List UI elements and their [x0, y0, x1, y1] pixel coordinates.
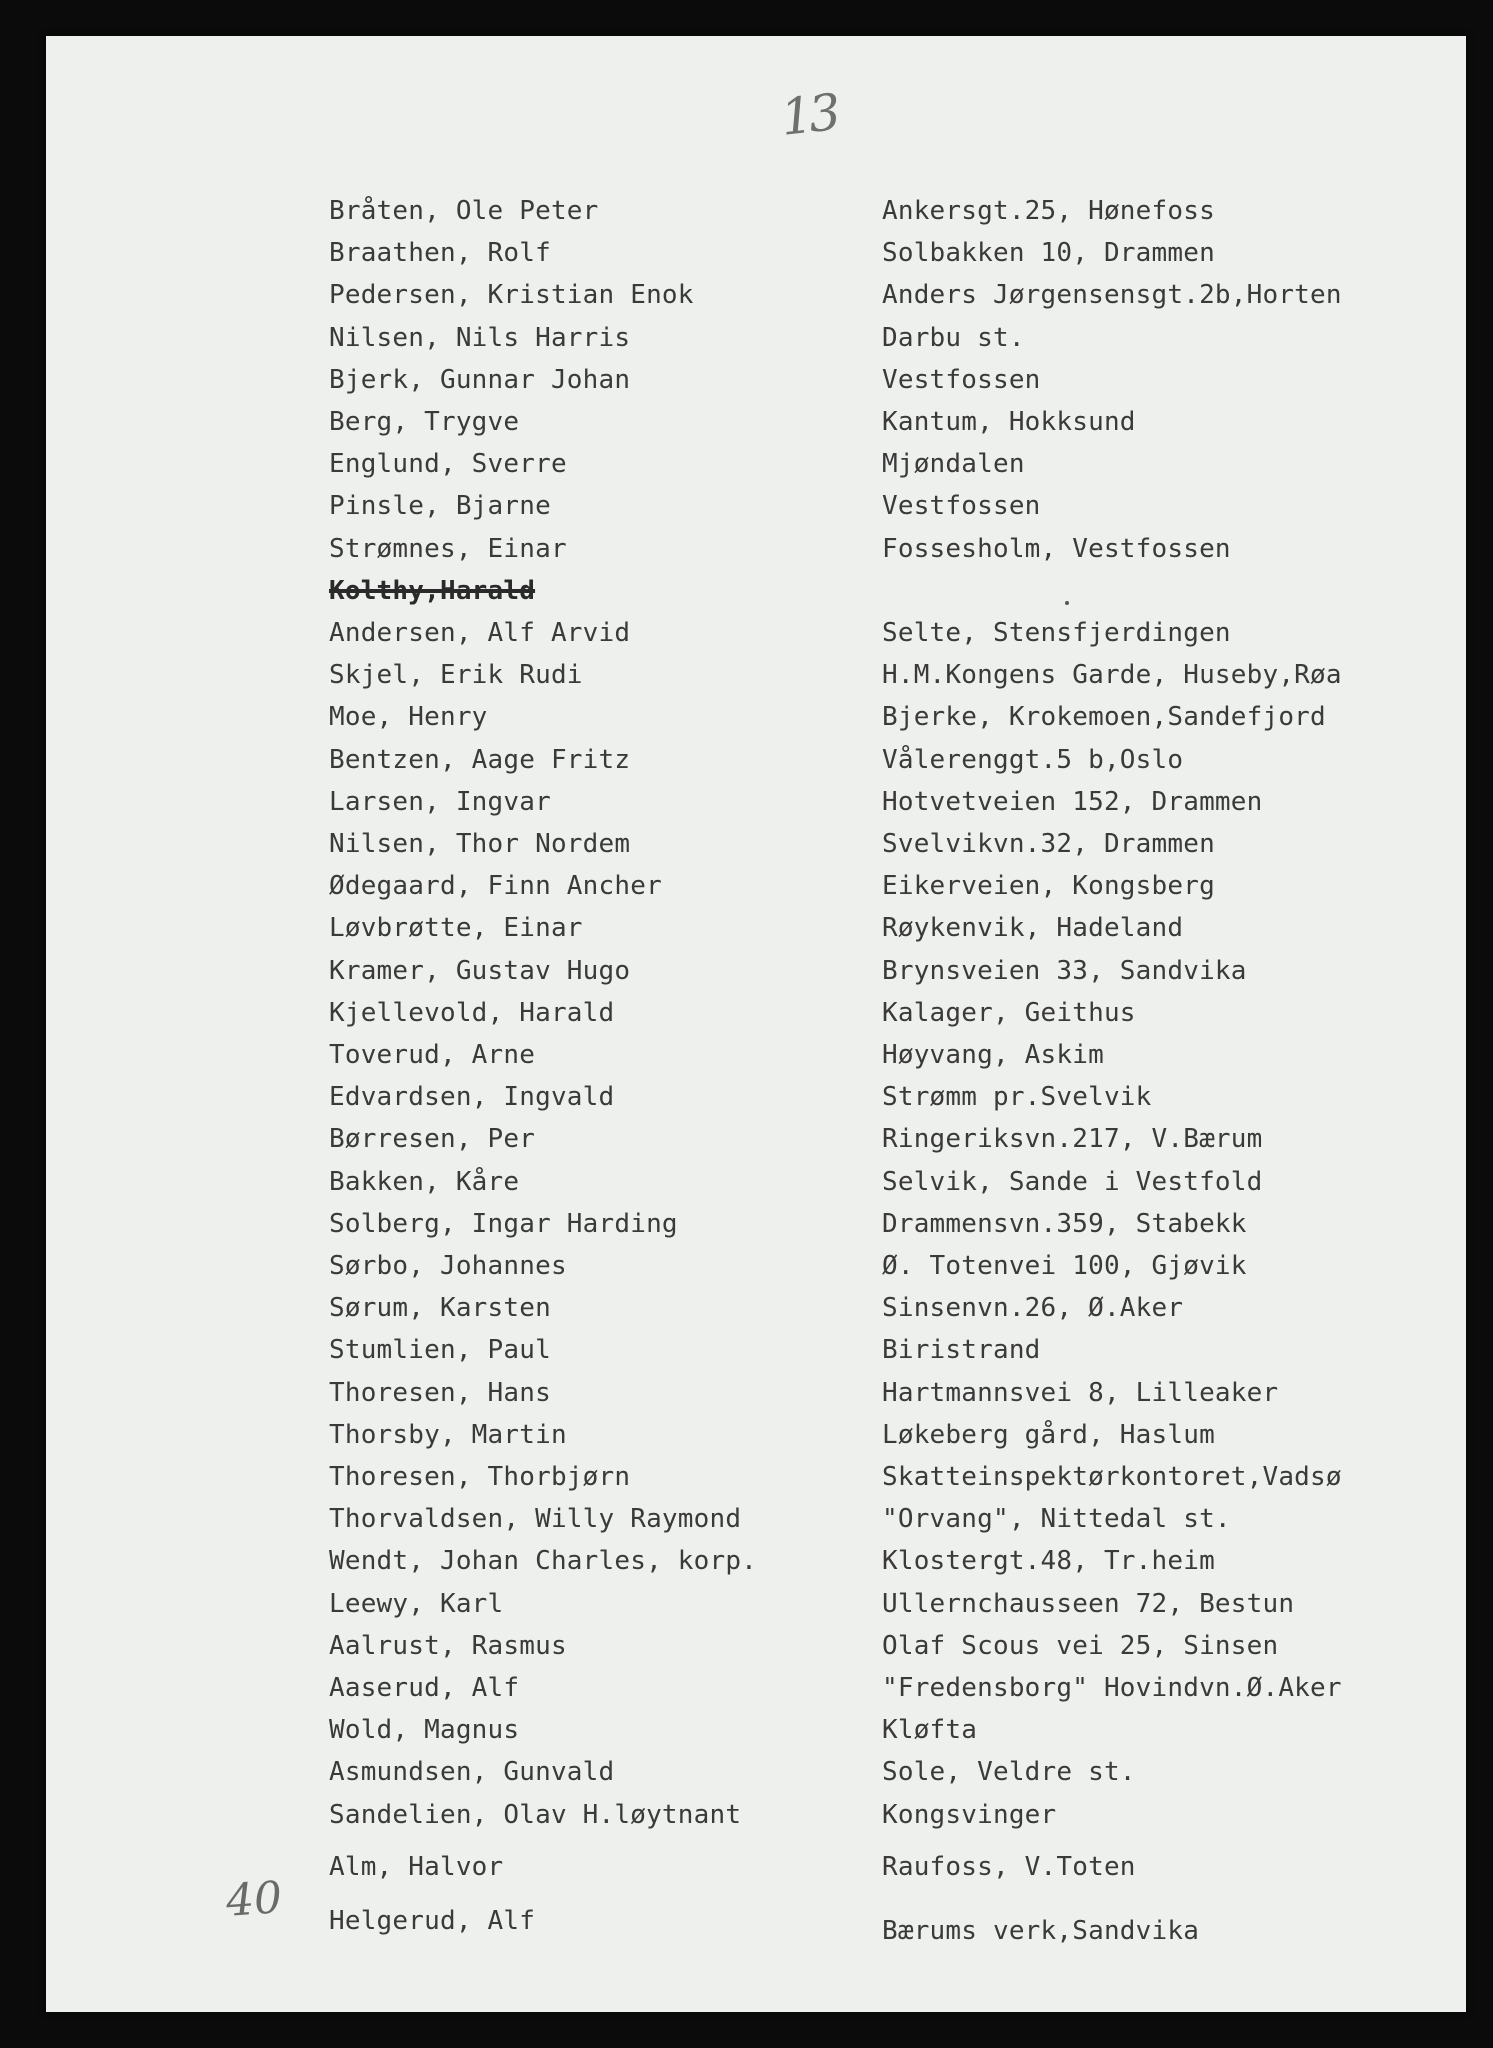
person-name: Berg, Trygve: [329, 407, 520, 437]
person-address: Biristrand: [882, 1335, 1041, 1366]
list-item: [46, 1715, 1466, 1757]
person-address: Klostergt.48, Tr.heim: [882, 1546, 1215, 1577]
person-name: Bakken, Kåre: [329, 1166, 520, 1197]
person-name: Bentzen, Aage Fritz: [329, 744, 631, 775]
person-address: "Orvang", Nittedal st.: [882, 1504, 1231, 1535]
list-item: [46, 534, 1466, 576]
person-address: "Fredensborg" Hovindvn.Ø.Aker: [882, 1673, 1342, 1703]
list-item: [46, 280, 1466, 322]
list-item: [46, 323, 1466, 365]
person-address: Hotvetveien 152, Drammen: [882, 786, 1263, 817]
name-address-list: [46, 36, 1466, 2012]
person-name: Alm, Halvor: [329, 1851, 504, 1882]
list-item: [46, 1378, 1466, 1420]
person-address: Kløfta: [882, 1715, 978, 1746]
list-item: [46, 1209, 1466, 1251]
person-name: Thoresen, Thorbjørn: [329, 1462, 631, 1492]
list-item: [46, 745, 1466, 787]
person-name: Nilsen, Thor Nordem: [329, 829, 631, 859]
person-name: Moe, Henry: [329, 702, 488, 733]
person-name: Sørum, Karsten: [329, 1293, 551, 1324]
person-name: Helgerud, Alf: [329, 1906, 536, 1936]
list-item: [46, 1589, 1466, 1631]
list-item: [46, 1673, 1466, 1715]
list-item: [46, 1800, 1466, 1842]
person-address: Ø. Totenvei 100, Gjøvik: [882, 1251, 1247, 1281]
list-item: [46, 1757, 1466, 1799]
person-name: Wold, Magnus: [329, 1715, 520, 1746]
person-address: Darbu st.: [882, 322, 1025, 353]
list-item: [46, 576, 1466, 618]
person-address: Vestfossen: [882, 364, 1041, 395]
person-name: Strømnes, Einar: [329, 533, 567, 564]
list-item: [46, 871, 1466, 913]
person-name: Wendt, Johan Charles, korp.: [329, 1546, 758, 1577]
list-item: [46, 1335, 1466, 1377]
list-item: [46, 196, 1466, 238]
handwritten-margin-count: 40: [224, 1872, 284, 1927]
person-name: Sandelien, Olav H.løytnant: [329, 1799, 742, 1830]
person-name: Kramer, Gustav Hugo: [329, 955, 631, 986]
list-item: [46, 998, 1466, 1040]
person-name: Englund, Sverre: [329, 449, 567, 480]
person-name: Bråten, Ole Peter: [329, 196, 599, 226]
list-item: [46, 1040, 1466, 1082]
person-address: Bærums verk,Sandvika: [882, 1916, 1200, 1946]
person-address: Skatteinspektørkontoret,Vadsø: [882, 1462, 1342, 1492]
person-name: Pedersen, Kristian Enok: [329, 280, 694, 311]
person-address: Ullernchausseen 72, Bestun: [882, 1588, 1295, 1619]
person-address: Brynsveien 33, Sandvika: [882, 955, 1247, 986]
list-item: [46, 1082, 1466, 1124]
person-name: Asmundsen, Gunvald: [329, 1757, 615, 1788]
list-item: [46, 1124, 1466, 1166]
person-address: Eikerveien, Kongsberg: [882, 871, 1215, 902]
person-address: Strømm pr.Svelvik: [882, 1082, 1152, 1113]
person-address: Drammensvn.359, Stabekk: [882, 1208, 1247, 1239]
list-item: [46, 1167, 1466, 1209]
list-item: [46, 1251, 1466, 1293]
person-name: Toverud, Arne: [329, 1040, 536, 1070]
document-page: [46, 36, 1466, 2012]
list-item: [46, 702, 1466, 744]
list-item: [46, 238, 1466, 280]
person-address: Selvik, Sande i Vestfold: [882, 1166, 1263, 1197]
person-address: Svelvikvn.32, Drammen: [882, 829, 1215, 859]
person-address: Kalager, Geithus: [882, 997, 1136, 1028]
person-address: Selte, Stensfjerdingen: [882, 618, 1231, 648]
list-item: [46, 1293, 1466, 1335]
list-item: [46, 829, 1466, 871]
person-address: Ankersgt.25, Hønefoss: [882, 196, 1215, 226]
list-item: [46, 407, 1466, 449]
list-item: [46, 1462, 1466, 1504]
person-name: Edvardsen, Ingvald: [329, 1082, 615, 1113]
list-item: [46, 491, 1466, 533]
person-name: Aalrust, Rasmus: [329, 1630, 567, 1661]
person-name: Nilsen, Nils Harris: [329, 322, 631, 353]
person-name: Bjerk, Gunnar Johan: [329, 364, 631, 395]
person-name: Andersen, Alf Arvid: [329, 618, 631, 648]
person-name: Pinsle, Bjarne: [329, 491, 551, 522]
person-address: Vålerenggt.5 b,Oslo: [882, 744, 1184, 775]
person-address: Sole, Veldre st.: [882, 1757, 1136, 1788]
list-item: [46, 956, 1466, 998]
list-item: [46, 1504, 1466, 1546]
person-address: Vestfossen: [882, 491, 1041, 522]
list-item: [46, 913, 1466, 955]
list-item: [46, 660, 1466, 702]
person-address: Olaf Scous vei 25, Sinsen: [882, 1630, 1279, 1661]
person-address: Sinsenvn.26, Ø.Aker: [882, 1293, 1184, 1324]
list-item: [46, 449, 1466, 491]
handwritten-page-number: 13: [778, 83, 840, 147]
person-address: Kongsvinger: [882, 1799, 1057, 1830]
list-item: [46, 1852, 1466, 1894]
person-address: Mjøndalen: [882, 449, 1025, 480]
person-address: Høyvang, Askim: [882, 1040, 1104, 1070]
person-name: Leewy, Karl: [329, 1588, 504, 1619]
person-address: Løkeberg gård, Haslum: [882, 1419, 1215, 1450]
person-name: Ødegaard, Finn Ancher: [329, 871, 662, 902]
person-address: Fossesholm, Vestfossen: [882, 533, 1231, 564]
person-name: Larsen, Ingvar: [329, 786, 551, 817]
person-address: Kantum, Hokksund: [882, 407, 1136, 437]
person-name: Braathen, Rolf: [329, 238, 551, 269]
person-address: Anders Jørgensensgt.2b,Horten: [882, 280, 1342, 311]
person-address: Røykenvik, Hadeland: [882, 913, 1184, 944]
person-name: Thoresen, Hans: [329, 1377, 551, 1408]
person-name: Thorvaldsen, Willy Raymond: [329, 1504, 742, 1535]
list-item: [46, 1420, 1466, 1462]
person-name: Løvbrøtte, Einar: [329, 913, 583, 944]
person-address: Ringeriksvn.217, V.Bærum: [882, 1124, 1263, 1155]
person-name: Solberg, Ingar Harding: [329, 1208, 678, 1239]
person-name: Sørbo, Johannes: [329, 1251, 567, 1281]
list-item: [46, 1546, 1466, 1588]
list-item: [46, 787, 1466, 829]
person-address: Solbakken 10, Drammen: [882, 238, 1215, 269]
person-name: Stumlien, Paul: [329, 1335, 551, 1366]
person-address: Hartmannsvei 8, Lilleaker: [882, 1377, 1279, 1408]
person-address: H.M.Kongens Garde, Huseby,Røa: [882, 660, 1342, 691]
person-name: Kjellevold, Harald: [329, 997, 615, 1028]
person-name: Skjel, Erik Rudi: [329, 660, 583, 691]
person-name: Børresen, Per: [329, 1124, 536, 1155]
person-name: Thorsby, Martin: [329, 1419, 567, 1450]
person-address: Bjerke, Krokemoen,Sandefjord: [882, 702, 1326, 733]
person-name: Kolthy,Harald: [329, 575, 536, 606]
person-address: Raufoss, V.Toten: [882, 1851, 1136, 1882]
person-name: Aaserud, Alf: [329, 1673, 520, 1703]
list-item: [46, 1631, 1466, 1673]
list-item: [46, 618, 1466, 660]
list-item: [46, 365, 1466, 407]
list-item: [46, 1906, 1466, 1948]
